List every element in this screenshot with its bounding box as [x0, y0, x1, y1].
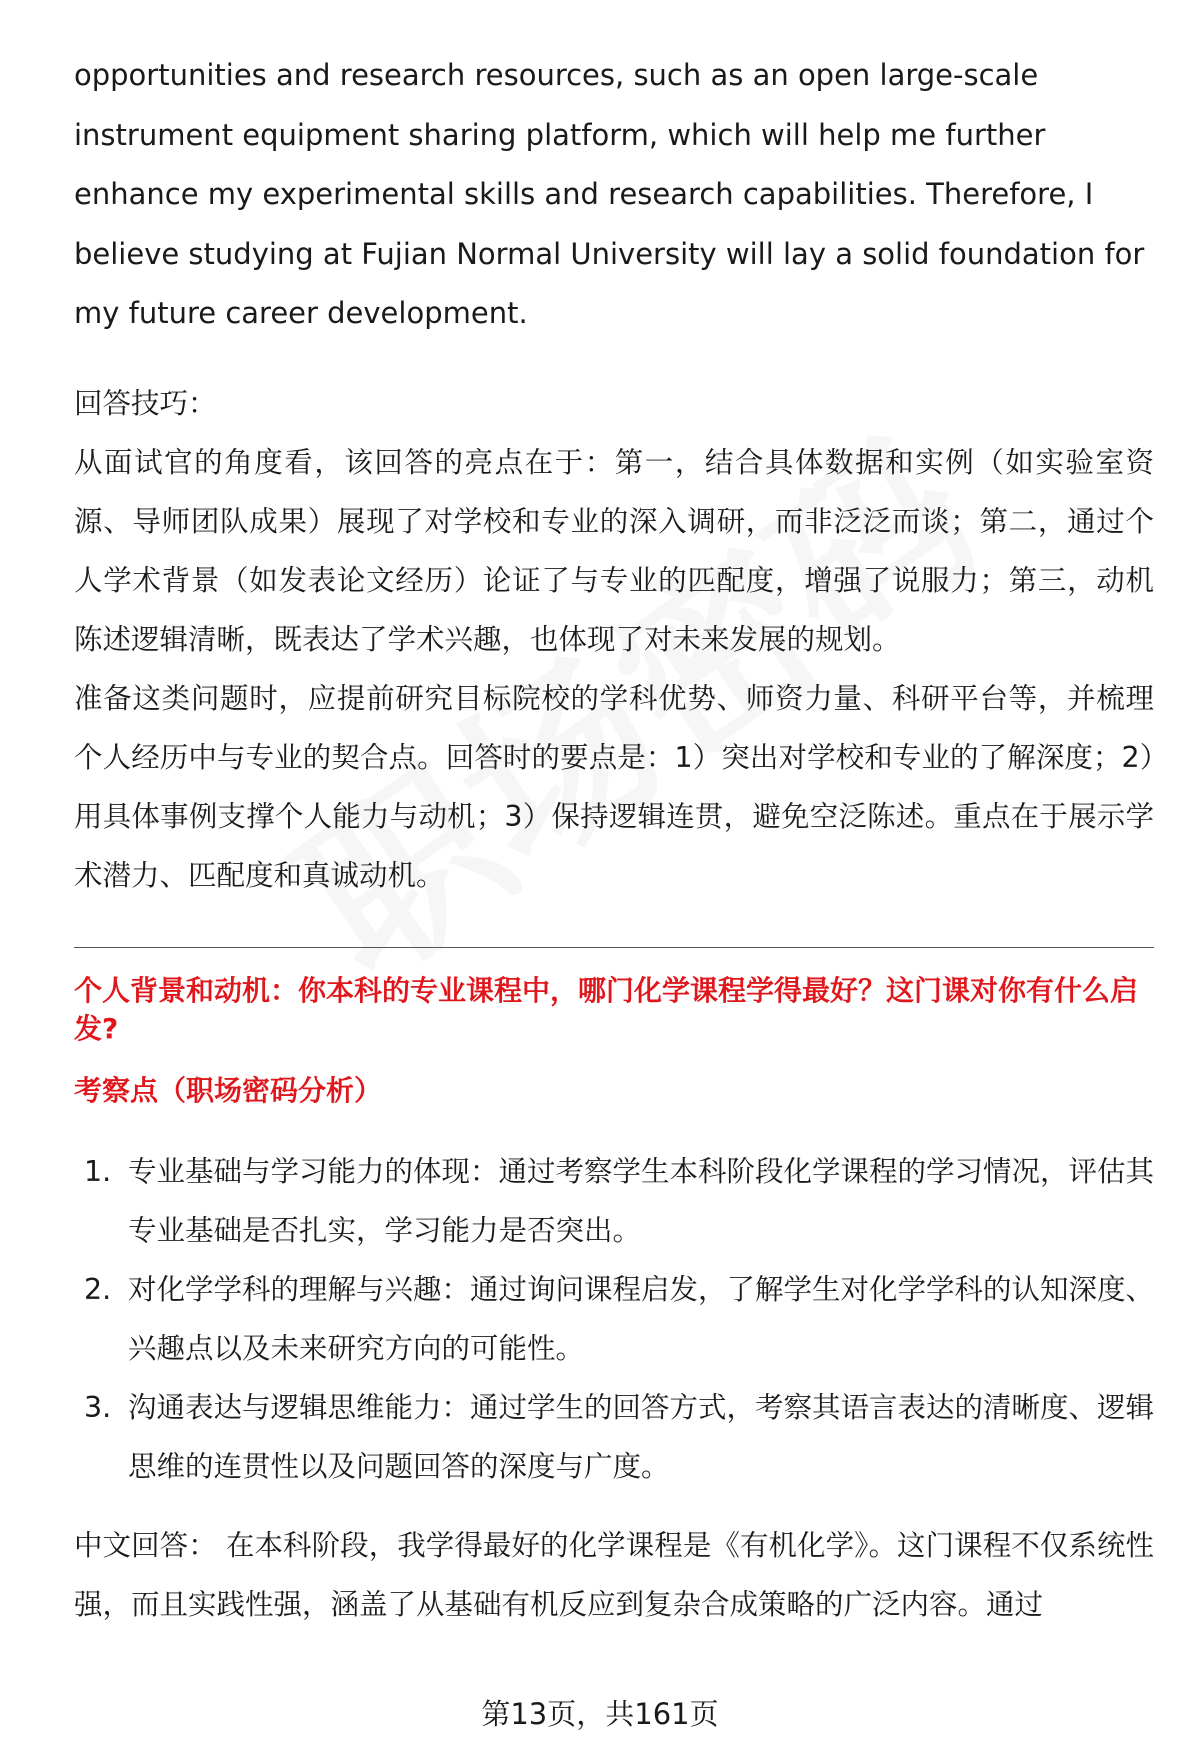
list-text: 沟通表达与逻辑思维能力：通过学生的回答方式，考察其语言表达的清晰度、逻辑思维的连贯性以及问题回答的深度与广度。: [128, 1390, 1155, 1483]
chinese-answer: 中文回答： 在本科阶段，我学得最好的化学课程是《有机化学》。这门课程不仅系统性强，而且实践性强，涵盖了从基础有机反应到复杂合成策略的广泛内容。通过: [74, 1528, 1154, 1621]
list-text: 对化学学科的理解与兴趣：通过询问课程启发，了解学生对化学学科的认知深度、兴趣点以及未来研究方向的可能性。: [128, 1272, 1155, 1365]
list-item: [74, 1378, 1154, 1496]
list-item: [74, 1260, 1154, 1378]
question-heading: 个人背景和动机：你本科的专业课程中，哪门化学课程学得最好？这门课对你有什么启发?: [74, 973, 1139, 1045]
page-number: 第13页，共161页: [481, 1697, 719, 1731]
list-item: [74, 1142, 1154, 1260]
document-body: [74, 46, 1154, 1634]
tips-label: 回答技巧：: [74, 386, 217, 420]
tips-paragraph-2: 准备这类问题时，应提前研究目标院校的学科优势、师资力量、科研平台等，并梳理个人经历中与专业的契合点。回答时的要点是：1）突出对学校和专业的了解深度；2）用具体事例支撑个人能力与动机；3）保持逻辑连贯，避免空泛陈述。重点在于展示学术潜力、匹配度和真诚动机。: [74, 681, 1154, 892]
list-text: 专业基础与学习能力的体现：通过考察学生本科阶段化学课程的学习情况，评估其专业基础是否扎实，学习能力是否突出。: [128, 1154, 1155, 1247]
english-paragraph: opportunities and research resources, such as an open large-scale instrument equipment sharing platform, which will help me further enhance my experimental skills and research capabilities. Therefore, I believe studying at Fujian Normal University will lay a solid foundation for my future career development.: [74, 58, 1145, 330]
assessment-heading: 考察点（职场密码分析）: [74, 1073, 383, 1107]
list-number: 2.: [84, 1272, 112, 1306]
tips-paragraph-1: 从面试官的角度看，该回答的亮点在于：第一，结合具体数据和实例（如实验室资源、导师团队成果）展现了对学校和专业的深入调研，而非泛泛而谈；第二，通过个人学术背景（如发表论文经历）论证了与专业的匹配度，增强了说服力；第三，动机陈述逻辑清晰，既表达了学术兴趣，也体现了对未来发展的规划。: [74, 445, 1154, 656]
assessment-list: [74, 1142, 1154, 1496]
section-divider: [74, 947, 1154, 948]
list-number: 3.: [84, 1390, 112, 1424]
list-number: 1.: [84, 1154, 112, 1188]
